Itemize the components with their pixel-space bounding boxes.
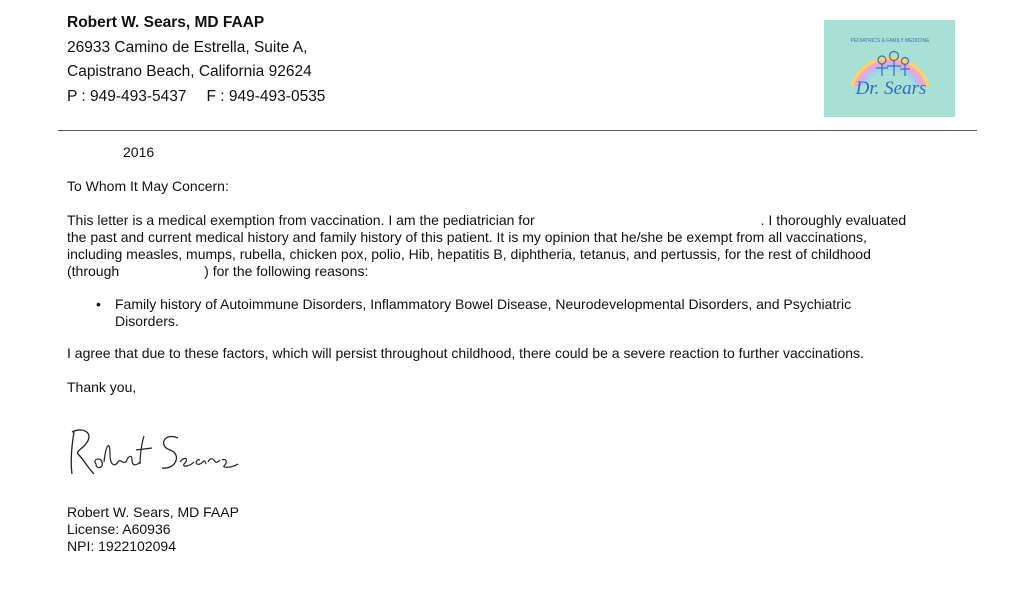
license-number: License: A60936 <box>67 521 171 537</box>
letter-date: 2016 <box>123 144 155 160</box>
reason-line: Family history of Autoimmune Disorders, Inflammatory Bowel Disease, Neurodevelopmental Disorders, and Psychiatric <box>115 296 852 312</box>
address-line-1: 26933 Camino de Estrella, Suite A, <box>67 39 308 56</box>
closing: Thank you, <box>67 379 137 395</box>
logo-arc-text: PEDIATRICS & FAMILY MEDICINE <box>850 38 930 44</box>
signer-name: Robert W. Sears, MD FAAP <box>67 504 239 520</box>
salutation: To Whom It May Concern: <box>67 178 229 194</box>
header-divider <box>58 130 977 131</box>
address-line-2: Capistrano Beach, California 92624 <box>67 63 312 80</box>
npi-number: NPI: 1922102094 <box>67 538 176 554</box>
paragraph-line <box>67 212 967 229</box>
contact-line <box>67 88 325 106</box>
bullet-icon: • <box>96 296 101 312</box>
exemption-paragraph <box>67 212 967 280</box>
paragraph-text: This letter is a medical exemption from vaccination. I am the pediatrician for <box>67 212 535 228</box>
phone-number: P : 949-493-5437 <box>67 88 187 105</box>
paragraph-line: including measles, mumps, rubella, chicken pox, polio, Hib, hepatitis B, diphtheria, tetanus, and pertussis, for the rest of childhood <box>67 246 871 262</box>
paragraph-line <box>67 263 967 280</box>
signature-block <box>67 504 239 555</box>
reason-text <box>115 296 915 330</box>
dr-sears-logo <box>824 20 955 117</box>
logo-brand-text: Dr. Sears <box>855 78 927 99</box>
paragraph-text: (through <box>67 263 120 279</box>
paragraph-text: ) for the following reasons: <box>204 263 369 279</box>
paragraph-text: . I thoroughly evaluated <box>760 212 907 228</box>
doctor-name: Robert W. Sears, MD FAAP <box>67 14 265 31</box>
handwritten-signature <box>66 424 241 489</box>
fax-number: F : 949-493-0535 <box>206 88 326 105</box>
paragraph-line: the past and current medical history and family history of this patient. It is my opinion that he/she be exempt from all vaccinations, <box>67 229 867 245</box>
reason-line: Disorders. <box>115 313 179 329</box>
agreement-paragraph: I agree that due to these factors, which will persist throughout childhood, there could be a severe reaction to further vaccinations. <box>67 345 864 361</box>
